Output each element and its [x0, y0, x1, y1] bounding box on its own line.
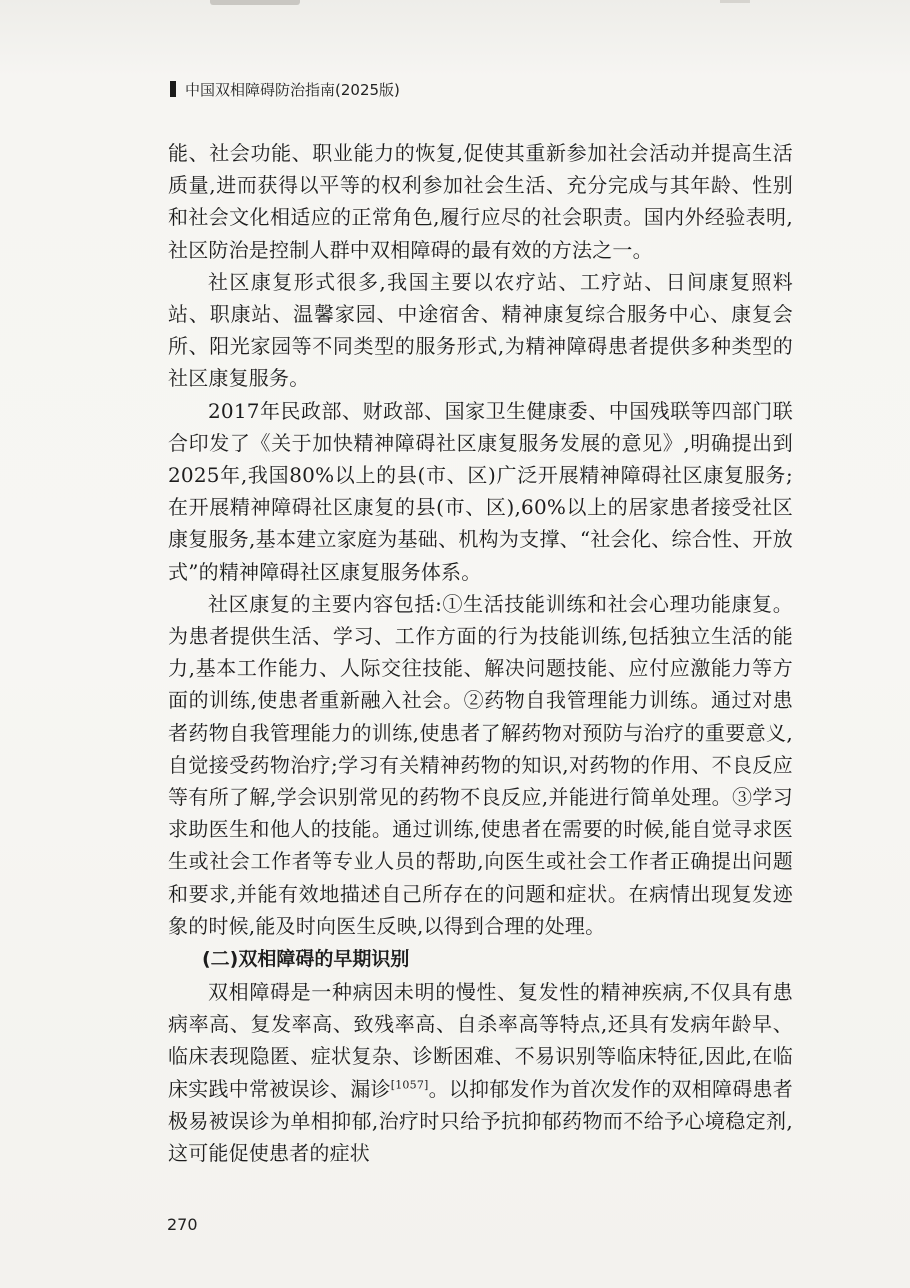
section-heading: (二)双相障碍的早期识别	[202, 948, 410, 971]
paragraph-early-identification	[168, 976, 793, 1169]
page-number: 270	[167, 1215, 198, 1234]
paragraph-policy-2017: 2017年民政部、财政部、国家卫生健康委、中国残联等四部门联合印发了《关于加快精神障碍社区康复服务发展的意见》,明确提出到2025年,我国80%以上的县(市、区)广泛开展精神障碍社区康复服务;在开展精神障碍社区康复的县(市、区),60%以上的居家患者接受社区康复服务,基本建立家庭为基础、机构为支撑、“社会化、综合性、开放式”的精神障碍社区康复服务体系。	[168, 398, 793, 584]
paragraph-text-part2: 。以抑郁发作为首次发作的双相障碍患者极易被误诊为单相抑郁,治疗时只给予抗抑郁药物而不给予心境稳定剂,这可能促使患者的症状	[168, 1076, 793, 1166]
paragraph-rehab-forms: 社区康复形式很多,我国主要以农疗站、工疗站、日间康复照料站、职康站、温馨家园、中途宿舍、精神康复综合服务中心、康复会所、阳光家园等不同类型的服务形式,为精神障碍患者提供多种类型的社区康复服务。	[168, 269, 793, 391]
paragraph-text-part1: 双相障碍是一种病因未明的慢性、复发性的精神疾病,不仅具有患病率高、复发率高、致残率高、自杀率高等特点,还具有发病年龄早、临床表现隐匿、症状复杂、诊断困难、不易识别等临床特征,因此,在临床实践中常被误诊、漏诊	[168, 980, 793, 1101]
paragraph-rehab-content: 社区康复的主要内容包括:①生活技能训练和社会心理功能康复。为患者提供生活、学习、工作方面的行为技能训练,包括独立生活的能力,基本工作能力、人际交往技能、解决问题技能、应付应激能力等方面的训练,使患者重新融入社会。②药物自我管理能力训练。通过对患者药物自我管理能力的训练,使患者了解药物对预防与治疗的重要意义,自觉接受药物治疗;学习有关精神药物的知识,对药物的作用、不良反应等有所了解,学会识别常见的药物不良反应,并能进行简单处理。③学习求助医生和他人的技能。通过训练,使患者在需要的时候,能自觉寻求医生或社会工作者等专业人员的帮助,向医生或社会工作者正确提出问题和要求,并能有效地描述自己所存在的问题和症状。在病情出现复发迹象的时候,能及时向医生反映,以得到合理的处理。	[168, 591, 793, 938]
body-text	[168, 137, 793, 1169]
running-header	[170, 78, 400, 100]
header-marker-icon	[170, 81, 176, 97]
paragraph-continued: 能、社会功能、职业能力的恢复,促使其重新参加社会活动并提高生活质量,进而获得以平等的权利参加社会生活、充分完成与其年龄、性别和社会文化相适应的正常角色,履行应尽的社会职责。国内外经验表明,社区防治是控制人群中双相障碍的最有效的方法之一。	[168, 141, 793, 262]
citation-marker: [1057]	[390, 1078, 429, 1092]
scan-edge-shadow-right	[720, 0, 750, 3]
scan-edge-shadow	[210, 0, 300, 5]
running-title: 中国双相障碍防治指南(2025版)	[185, 80, 400, 99]
